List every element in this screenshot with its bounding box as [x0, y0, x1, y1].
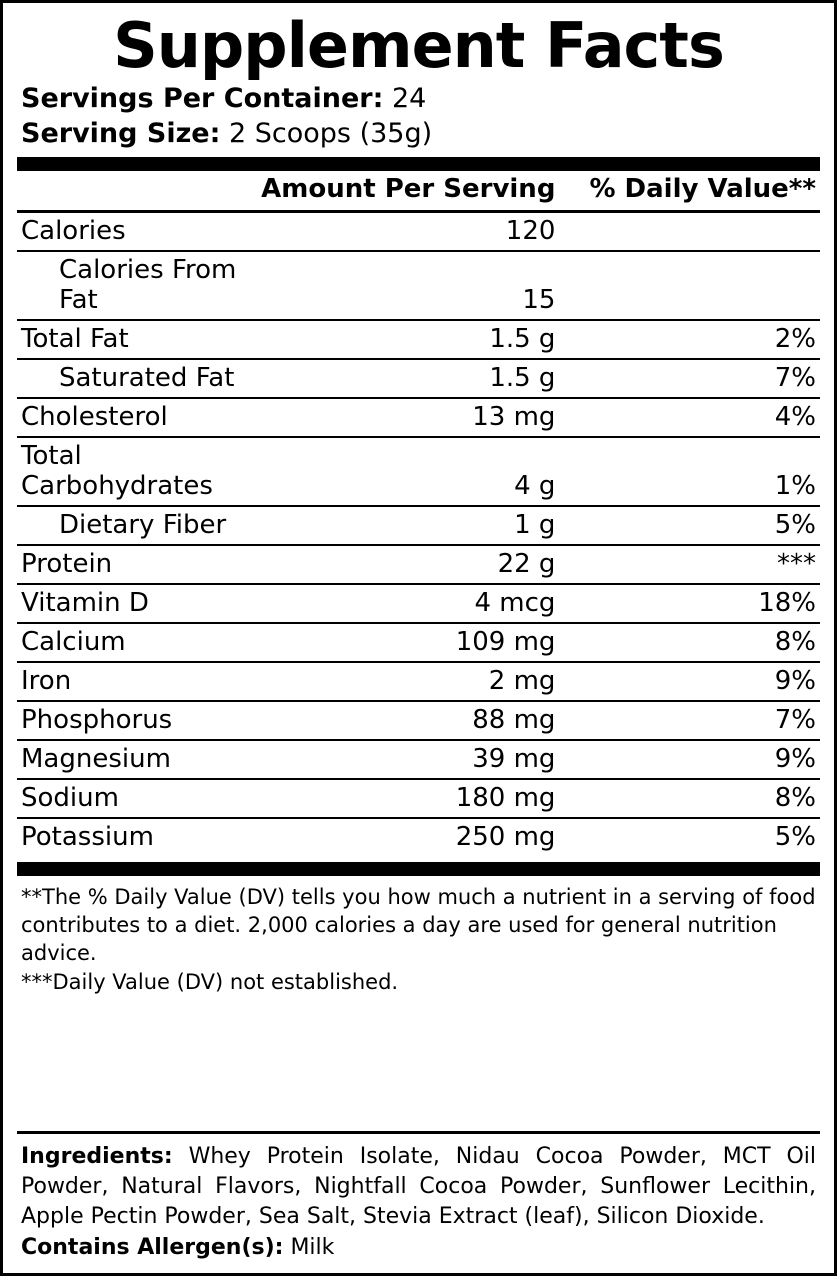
nutrient-name: Vitamin D: [17, 584, 261, 623]
page-title: Supplement Facts: [113, 9, 724, 82]
table-row: [17, 584, 820, 623]
header-amount-per-serving: Amount Per Serving: [261, 171, 589, 212]
nutrient-daily-value: 18%: [589, 584, 820, 623]
nutrient-daily-value: 2%: [589, 320, 820, 359]
nutrient-daily-value: [589, 251, 820, 320]
nutrient-amount: 4 mcg: [261, 584, 589, 623]
nutrient-daily-value: 7%: [589, 701, 820, 740]
nutrient-daily-value: 8%: [589, 779, 820, 818]
nutrient-name: Phosphorus: [17, 701, 261, 740]
nutrient-daily-value: 7%: [589, 359, 820, 398]
table-row: [17, 779, 820, 818]
divider-thick-bottom: [17, 862, 820, 876]
nutrient-name: Cholesterol: [17, 398, 261, 437]
nutrient-amount: 22 g: [261, 545, 589, 584]
nutrient-daily-value: ***: [589, 545, 820, 584]
nutrient-daily-value: [589, 212, 820, 252]
allergens-label: Contains Allergen(s):: [21, 1235, 284, 1261]
ingredients-section: [17, 1131, 820, 1231]
nutrient-amount: 120: [261, 212, 589, 252]
nutrient-amount: 1.5 g: [261, 359, 589, 398]
bottom-spacer: [17, 1263, 820, 1273]
nutrient-amount: 109 mg: [261, 623, 589, 662]
servings-info: [17, 82, 820, 151]
ingredients-label: Ingredients:: [21, 1144, 173, 1170]
table-row: [17, 359, 820, 398]
nutrient-amount: 39 mg: [261, 740, 589, 779]
header-blank: [17, 171, 261, 212]
table-row: [17, 251, 820, 320]
nutrient-daily-value: 9%: [589, 740, 820, 779]
table-header-row: [17, 171, 820, 212]
table-row: [17, 437, 820, 506]
nutrition-table-body: [17, 171, 820, 856]
nutrient-name: Saturated Fat: [17, 359, 261, 398]
nutrient-daily-value: 1%: [589, 437, 820, 506]
nutrient-name: Calories: [17, 212, 261, 252]
nutrient-daily-value: 4%: [589, 398, 820, 437]
servings-per-container-value: 24: [391, 83, 427, 115]
servings-per-container-line: [21, 82, 820, 117]
table-row: [17, 662, 820, 701]
table-row: [17, 701, 820, 740]
footnote-not-established: ***Daily Value (DV) not established.: [21, 970, 399, 995]
table-row: [17, 398, 820, 437]
nutrient-amount: 88 mg: [261, 701, 589, 740]
ingredients-text: Whey Protein Isolate, Nidau Cocoa Powder, MCT Oil Powder, Natural Flavors, Nightfall Cocoa Powder, Sunflower Lecithin, Apple Pectin Powder, Sea Salt, Stevia Extract (leaf), Silicon Dioxide.: [21, 1144, 816, 1229]
nutrient-daily-value: 5%: [589, 506, 820, 545]
allergens-text: Milk: [290, 1235, 335, 1261]
nutrient-name: Protein: [17, 545, 261, 584]
nutrient-amount: 2 mg: [261, 662, 589, 701]
divider-thick-top: [17, 157, 820, 171]
nutrient-amount: 13 mg: [261, 398, 589, 437]
nutrient-name: Calcium: [17, 623, 261, 662]
nutrient-daily-value: 8%: [589, 623, 820, 662]
allergens-section: [17, 1231, 820, 1263]
footnote-daily-value: **The % Daily Value (DV) tells you how much a nutrient in a serving of food contributes to a diet. 2,000 calories a day are used for general nutrition advice.: [21, 885, 816, 965]
table-row: [17, 818, 820, 856]
table-row: [17, 545, 820, 584]
nutrient-amount: 250 mg: [455, 822, 556, 853]
nutrient-daily-value: 5%: [774, 822, 816, 853]
serving-size-label: Serving Size:: [21, 117, 221, 149]
nutrient-amount: 1 g: [261, 506, 589, 545]
spacer: [17, 997, 820, 1121]
serving-size-line: [21, 117, 820, 152]
nutrient-name: Potassium: [21, 822, 154, 853]
nutrient-name: Magnesium: [17, 740, 261, 779]
nutrient-amount: 4 g: [261, 437, 589, 506]
nutrient-name: Dietary Fiber: [17, 506, 261, 545]
servings-per-container-label: Servings Per Container:: [21, 83, 384, 115]
nutrient-name: Iron: [17, 662, 261, 701]
header-daily-value: % Daily Value**: [589, 171, 820, 212]
serving-size-value: 2 Scoops (35g): [229, 117, 433, 149]
nutrient-daily-value: 9%: [589, 662, 820, 701]
table-row: [17, 320, 820, 359]
nutrient-name: Calories From Fat: [17, 251, 261, 320]
table-row: [17, 506, 820, 545]
table-row: [17, 740, 820, 779]
nutrient-amount: 180 mg: [261, 779, 589, 818]
nutrient-name: Total Carbohydrates: [17, 437, 261, 506]
nutrition-table: [17, 171, 820, 856]
nutrient-name: Total Fat: [17, 320, 261, 359]
nutrient-name: Sodium: [17, 779, 261, 818]
table-row: [17, 623, 820, 662]
nutrient-amount: 15: [261, 251, 589, 320]
table-row: [17, 212, 820, 252]
nutrient-amount: 1.5 g: [261, 320, 589, 359]
